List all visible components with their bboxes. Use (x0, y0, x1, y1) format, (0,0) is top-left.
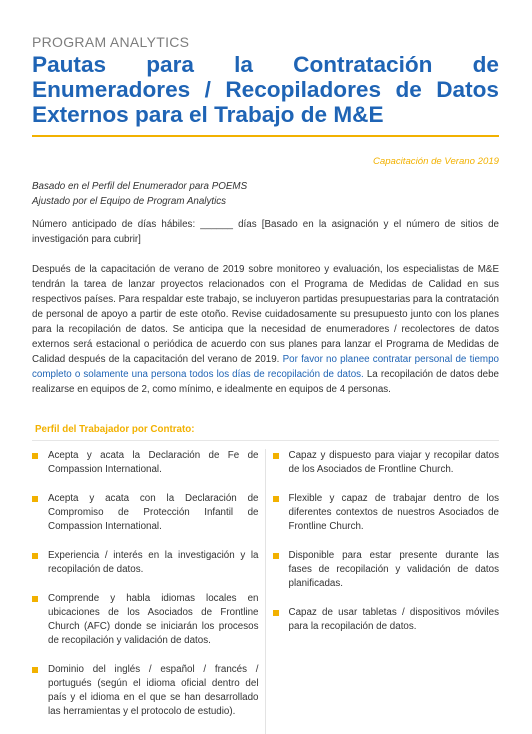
bullet-square-icon (32, 496, 38, 502)
list-item (32, 449, 259, 477)
list-item-text: Acepta y acata con la Declaración de Compromiso de Protección Infantil de Compassion International. (48, 493, 259, 532)
list-item-text: Disponible para estar presente durante las fases de recopilación y validación de datos planificadas. (288, 550, 499, 589)
bullet-square-icon (32, 453, 38, 459)
bullet-square-icon (32, 667, 38, 673)
bullet-square-icon (32, 596, 38, 602)
list-item-text: Capaz y dispuesto para viajar y recopilar datos de los Asociados de Frontline Church. (288, 450, 499, 475)
edition-label: Capacitación de Verano 2019 (372, 156, 499, 167)
section-kicker: PROGRAM ANALYTICS (32, 34, 190, 50)
working-days-line: Número anticipado de días hábiles: ______ días [Basado en la asignación y el número de sitios de investigación para cubrir] (32, 219, 499, 245)
profile-heading: Perfil del Trabajador por Contrato: (35, 424, 195, 435)
list-item (273, 449, 500, 477)
list-item-text: Capaz de usar tabletas / dispositivos móviles para la recopilación de datos. (288, 607, 499, 632)
list-item (32, 492, 259, 534)
body-paragraph (32, 262, 499, 397)
bullet-square-icon (273, 453, 279, 459)
profile-divider (32, 440, 499, 441)
list-item-text: Flexible y capaz de trabajar dentro de los diferentes contextos de nuestros Asociados de Frontline Church. (288, 493, 499, 532)
list-item (32, 592, 259, 648)
bullet-square-icon (32, 553, 38, 559)
list-item-text: Comprende y habla idiomas locales en ubicaciones de los Asociados de Frontline Church (AFC) donde se iniciarán los procesos de recopilación y validación de datos. (48, 593, 259, 646)
source-line-2: Ajustado por el Equipo de Program Analytics (32, 196, 227, 207)
list-item (273, 492, 500, 534)
list-item (32, 663, 259, 719)
body-text: Después de la capacitación de verano de 2019 sobre monitoreo y evaluación, los especialistas de M&E tendrán la tarea de lanzar proyectos relacionados con el Programa de Medidas de Calidad en sus respectivos países. Para respaldar este trabajo, se incluyeron partidas presupuestarias para la contratación de personal de apoyo a partir de este otoño. Revise cuidadosamente su presupuesto junto con los planes para la recopilación de datos. Se anticipa que la necesidad de enumeradores / recolectores de datos externos será estacional o periódica de acuerdo con sus planes para lanzar el Programa de Medidas de Calidad después de la capacitación del verano de 2019. (32, 264, 499, 365)
list-item (32, 549, 259, 577)
list-item-text: Experiencia / interés en la investigación y la recopilación de datos. (48, 550, 259, 575)
page-title: Pautas para la Contratación de Enumeradores / Recopiladores de Datos Externos para el Trabajo de M&E (32, 52, 499, 127)
body-tail: La recopilación de datos debe realizarse en equipos de 2, como mínimo, e idealmente en equipos de 4 personas. (32, 369, 499, 395)
profile-right-column (266, 449, 500, 734)
title-divider (32, 135, 499, 137)
bullet-square-icon (273, 496, 279, 502)
source-note (32, 179, 499, 209)
document-page (32, 0, 499, 734)
bullet-square-icon (273, 553, 279, 559)
profile-columns (32, 449, 499, 734)
list-item (273, 549, 500, 591)
list-item-text: Dominio del inglés / español / francés / portugués (según el idioma oficial dentro del país y el idioma en el que se han desarrollado las herramientas y el protocolo de estudio). (48, 664, 259, 717)
source-line-1: Basado en el Perfil del Enumerador para POEMS (32, 181, 248, 192)
list-item (273, 606, 500, 634)
bullet-square-icon (273, 610, 279, 616)
list-item-text: Acepta y acata la Declaración de Fe de Compassion International. (48, 450, 259, 475)
highlighted-instruction: Por favor no planee contratar personal de tiempo completo o solamente una persona todos los días de recopilación de datos. (32, 354, 499, 380)
profile-left-column (32, 449, 266, 734)
